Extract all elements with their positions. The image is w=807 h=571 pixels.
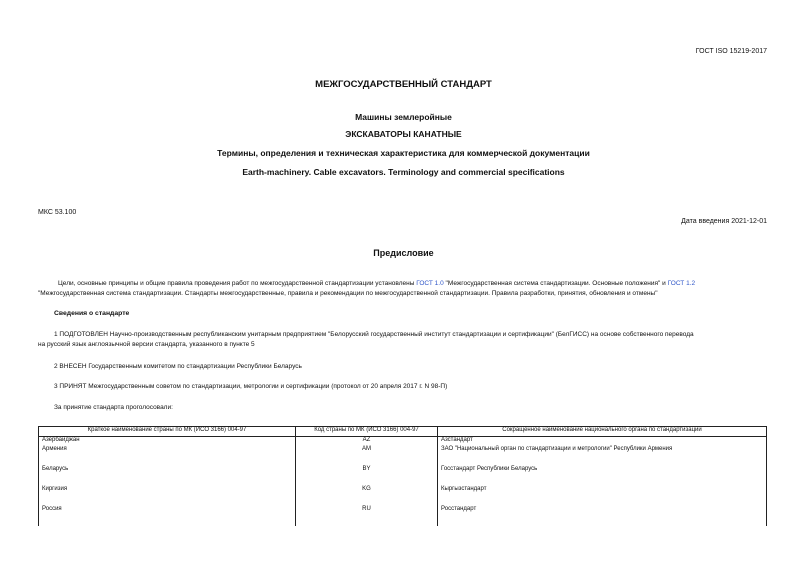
country-code: BY xyxy=(296,466,438,486)
document-title: МЕЖГОСУДАРСТВЕННЫЙ СТАНДАРТ xyxy=(315,79,492,90)
national-body: ЗАО "Национальный орган по стандартизации и метрологии" Республики Армения xyxy=(438,446,767,466)
voted-intro: За принятие стандарта проголосовали: xyxy=(54,404,173,411)
country-name: Азербайджан xyxy=(39,437,296,446)
national-body: Азстандарт xyxy=(438,437,767,446)
table-row xyxy=(39,446,767,466)
subtitle-excavators: ЭКСКАВАТОРЫ КАНАТНЫЕ xyxy=(345,129,462,139)
preface-text-a: Цели, основные принципы и общие правила проведения работ по межгосударственной стандартизации установлены xyxy=(58,280,417,287)
subtitle-terms: Термины, определения и техническая характеристика для коммерческой документации xyxy=(217,148,590,158)
document-code: ГОСТ ISO 15219-2017 xyxy=(695,48,767,55)
preface-text-b: "Межгосударственная система стандартизации. Основные положения" и xyxy=(443,280,668,287)
header-country-code: Код страны по МК (ИСО 3166) 004-97 xyxy=(296,427,438,437)
country-code: AM xyxy=(296,446,438,466)
table-row xyxy=(39,506,767,526)
preface-paragraph-line1 xyxy=(58,279,695,289)
item-prepared-line2: на русский язык англоязычной версии стандарта, указанного в пункте 5 xyxy=(38,341,255,348)
country-name: Киргизия xyxy=(39,486,296,506)
country-code: KG xyxy=(296,486,438,506)
table-row xyxy=(39,437,767,446)
introduction-date: Дата введения 2021-12-01 xyxy=(681,218,767,225)
header-national-body: Сокращенное наименование национального органа по стандартизации xyxy=(438,427,767,437)
standard-info-heading: Сведения о стандарте xyxy=(54,310,130,317)
country-name: Беларусь xyxy=(39,466,296,486)
preface-paragraph-line2: "Межгосударственная система стандартизации. Стандарты межгосударственные, правила и рекомендации по межгосударственной стандартизации. Правила разработки, принятия, обновления и отмены" xyxy=(38,290,658,297)
gost-1-0-link[interactable]: ГОСТ 1.0 xyxy=(416,280,444,287)
country-code: RU xyxy=(296,506,438,526)
table-row xyxy=(39,466,767,486)
national-body: Кыргызстандарт xyxy=(438,486,767,506)
subtitle-english: Earth-machinery. Cable excavators. Terminology and commercial specifications xyxy=(242,167,565,177)
preface-heading: Предисловие xyxy=(373,248,434,258)
item-submitted: 2 ВНЕСЕН Государственным комитетом по стандартизации Республики Беларусь xyxy=(54,363,302,370)
item-prepared-line1: 1 ПОДГОТОВЛЕН Научно-производственным республиканским унитарным предприятием "Белорусский государственный институт стандартизации и сертификации" (БелГИСС) на основе собственного перевода xyxy=(54,331,694,338)
table-row xyxy=(39,486,767,506)
country-code: AZ xyxy=(296,437,438,446)
voting-countries-table xyxy=(38,426,767,526)
subtitle-machines: Машины землеройные xyxy=(355,112,452,122)
gost-1-2-link[interactable]: ГОСТ 1.2 xyxy=(667,280,696,287)
table-header-row xyxy=(39,427,767,437)
national-body: Росстандарт xyxy=(438,506,767,526)
mks-code: МКС 53.100 xyxy=(38,209,77,216)
country-name: Армения xyxy=(39,446,296,466)
country-name: Россия xyxy=(39,506,296,526)
item-adopted: 3 ПРИНЯТ Межгосударственным советом по стандартизации, метрологии и сертификации (протокол от 20 апреля 2017 г. N 98-П) xyxy=(54,383,448,390)
national-body: Госстандарт Республики Беларусь xyxy=(438,466,767,486)
header-country-name: Краткое наименование страны по МК (ИСО 3166) 004-97 xyxy=(39,427,296,437)
